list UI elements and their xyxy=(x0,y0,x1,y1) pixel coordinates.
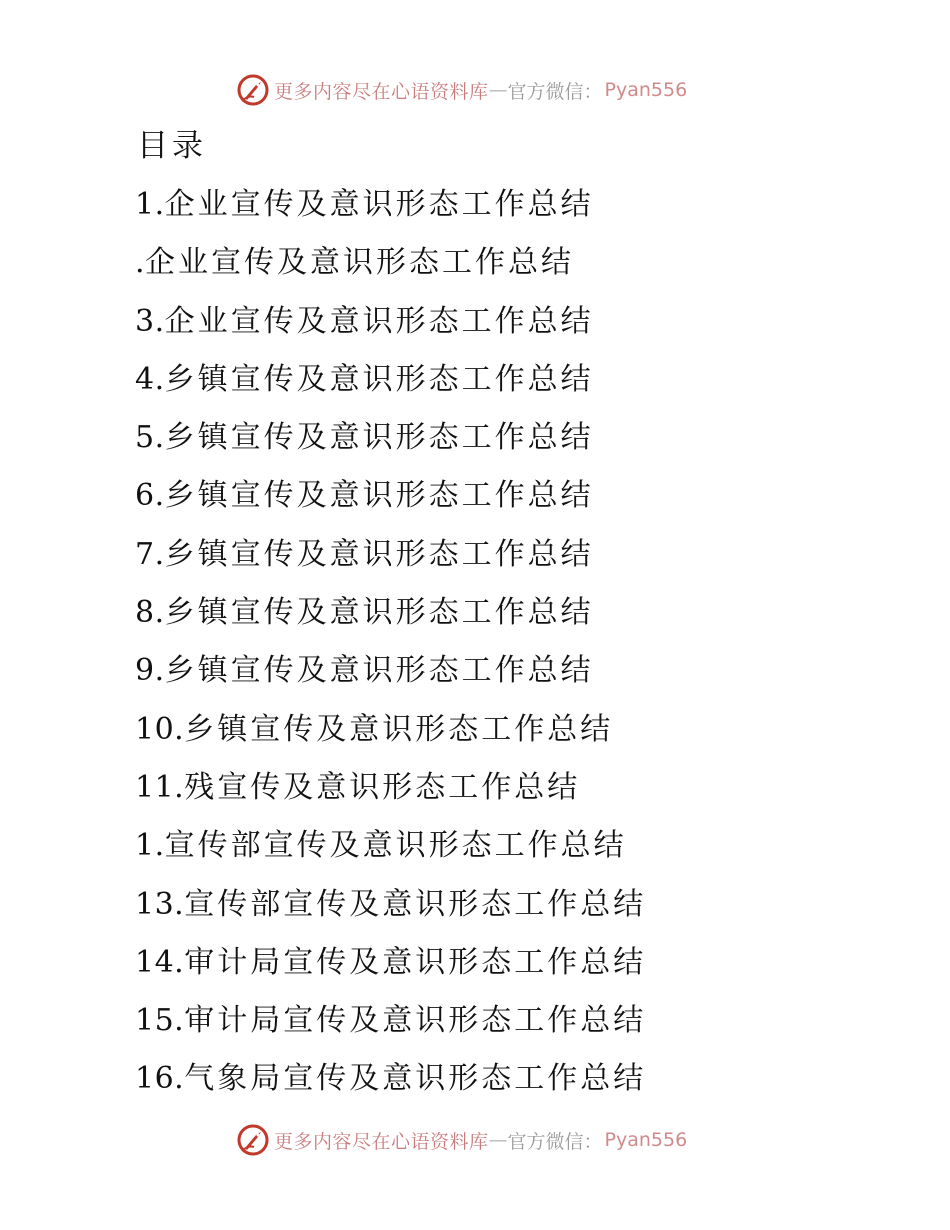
toc-item-text: 乡镇宣传及意识形态工作总结 xyxy=(164,478,594,514)
toc-item-text: 乡镇宣传及意识形态工作总结 xyxy=(164,361,594,397)
toc-item-number: 11. xyxy=(135,769,185,805)
toc-item[interactable] xyxy=(135,763,646,821)
toc-item-number: 5. xyxy=(135,420,165,456)
toc-item-text: 审计局宣传及意识形态工作总结 xyxy=(184,1003,647,1039)
pen-nib-seal-icon xyxy=(236,1123,270,1157)
watermark-text: 更多内容尽在心语资料库 xyxy=(274,80,489,103)
toc-item-text: 乡镇宣传及意识形态工作总结 xyxy=(164,653,594,689)
watermark-wechat-id: Pyan556 xyxy=(604,79,688,101)
toc-item-text: 乡镇宣传及意识形态工作总结 xyxy=(164,595,594,631)
toc-item-number: 7. xyxy=(135,536,165,572)
toc-item-text: 企业宣传及意识形态工作总结 xyxy=(164,187,594,222)
toc-item-number: 3. xyxy=(135,303,165,339)
watermark-wechat-id: Pyan556 xyxy=(604,1129,688,1151)
toc-item[interactable] xyxy=(135,1054,646,1112)
toc-item-number: 14. xyxy=(135,944,185,980)
toc-item[interactable] xyxy=(135,880,646,938)
toc-item-text: 审计局宣传及意识形态工作总结 xyxy=(184,944,647,980)
toc-item-number: 1. xyxy=(135,828,165,864)
watermark-separator: — xyxy=(488,1129,508,1151)
toc-item[interactable] xyxy=(135,297,646,355)
toc-item-number: . xyxy=(135,245,146,281)
toc-list xyxy=(135,180,646,1113)
toc-item-number: 8. xyxy=(135,595,165,631)
watermark-text: 更多内容尽在心语资料库 xyxy=(274,1130,489,1153)
toc-item[interactable] xyxy=(135,180,646,238)
pen-nib-seal-icon xyxy=(236,73,270,107)
toc-item-text: 气象局宣传及意识形态工作总结 xyxy=(184,1061,647,1097)
toc-item[interactable] xyxy=(135,355,646,413)
toc-item[interactable] xyxy=(135,996,646,1054)
toc-item-number: 10. xyxy=(135,711,185,747)
toc-item-text: 乡镇宣传及意识形态工作总结 xyxy=(164,420,594,456)
toc-item[interactable] xyxy=(135,530,646,588)
toc-item-number: 15. xyxy=(135,1003,185,1039)
toc-item-text: 企业宣传及意识形态工作总结 xyxy=(145,245,575,281)
toc-item-number: 9. xyxy=(135,653,165,689)
header-watermark xyxy=(236,70,687,110)
toc-item[interactable] xyxy=(135,413,646,471)
toc-item[interactable] xyxy=(135,238,646,296)
toc-item[interactable] xyxy=(135,471,646,529)
toc-item-text: 宣传部宣传及意识形态工作总结 xyxy=(164,828,627,864)
watermark-label: 官方微信： xyxy=(507,1130,603,1153)
toc-item-text: 乡镇宣传及意识形态工作总结 xyxy=(164,536,594,572)
toc-item-number: 16. xyxy=(135,1061,185,1097)
toc-item-text: 企业宣传及意识形态工作总结 xyxy=(164,303,594,339)
watermark-separator: — xyxy=(488,79,508,101)
watermark-label: 官方微信： xyxy=(507,80,603,103)
toc-item-text: 残宣传及意识形态工作总结 xyxy=(184,769,581,805)
toc-item[interactable] xyxy=(135,705,646,763)
toc-title: 目录 xyxy=(137,128,207,164)
toc-item[interactable] xyxy=(135,646,646,704)
footer-watermark xyxy=(236,1120,687,1160)
toc-item-text: 宣传部宣传及意识形态工作总结 xyxy=(184,886,647,922)
toc-item-number: 13. xyxy=(135,886,185,922)
toc-item[interactable] xyxy=(135,821,646,879)
toc-item-number: 1. xyxy=(135,187,165,222)
toc-item-number: 4. xyxy=(135,361,165,397)
toc-item-text: 乡镇宣传及意识形态工作总结 xyxy=(184,711,614,747)
toc-item[interactable] xyxy=(135,938,646,996)
toc-item-number: 6. xyxy=(135,478,165,514)
toc-item[interactable] xyxy=(135,588,646,646)
